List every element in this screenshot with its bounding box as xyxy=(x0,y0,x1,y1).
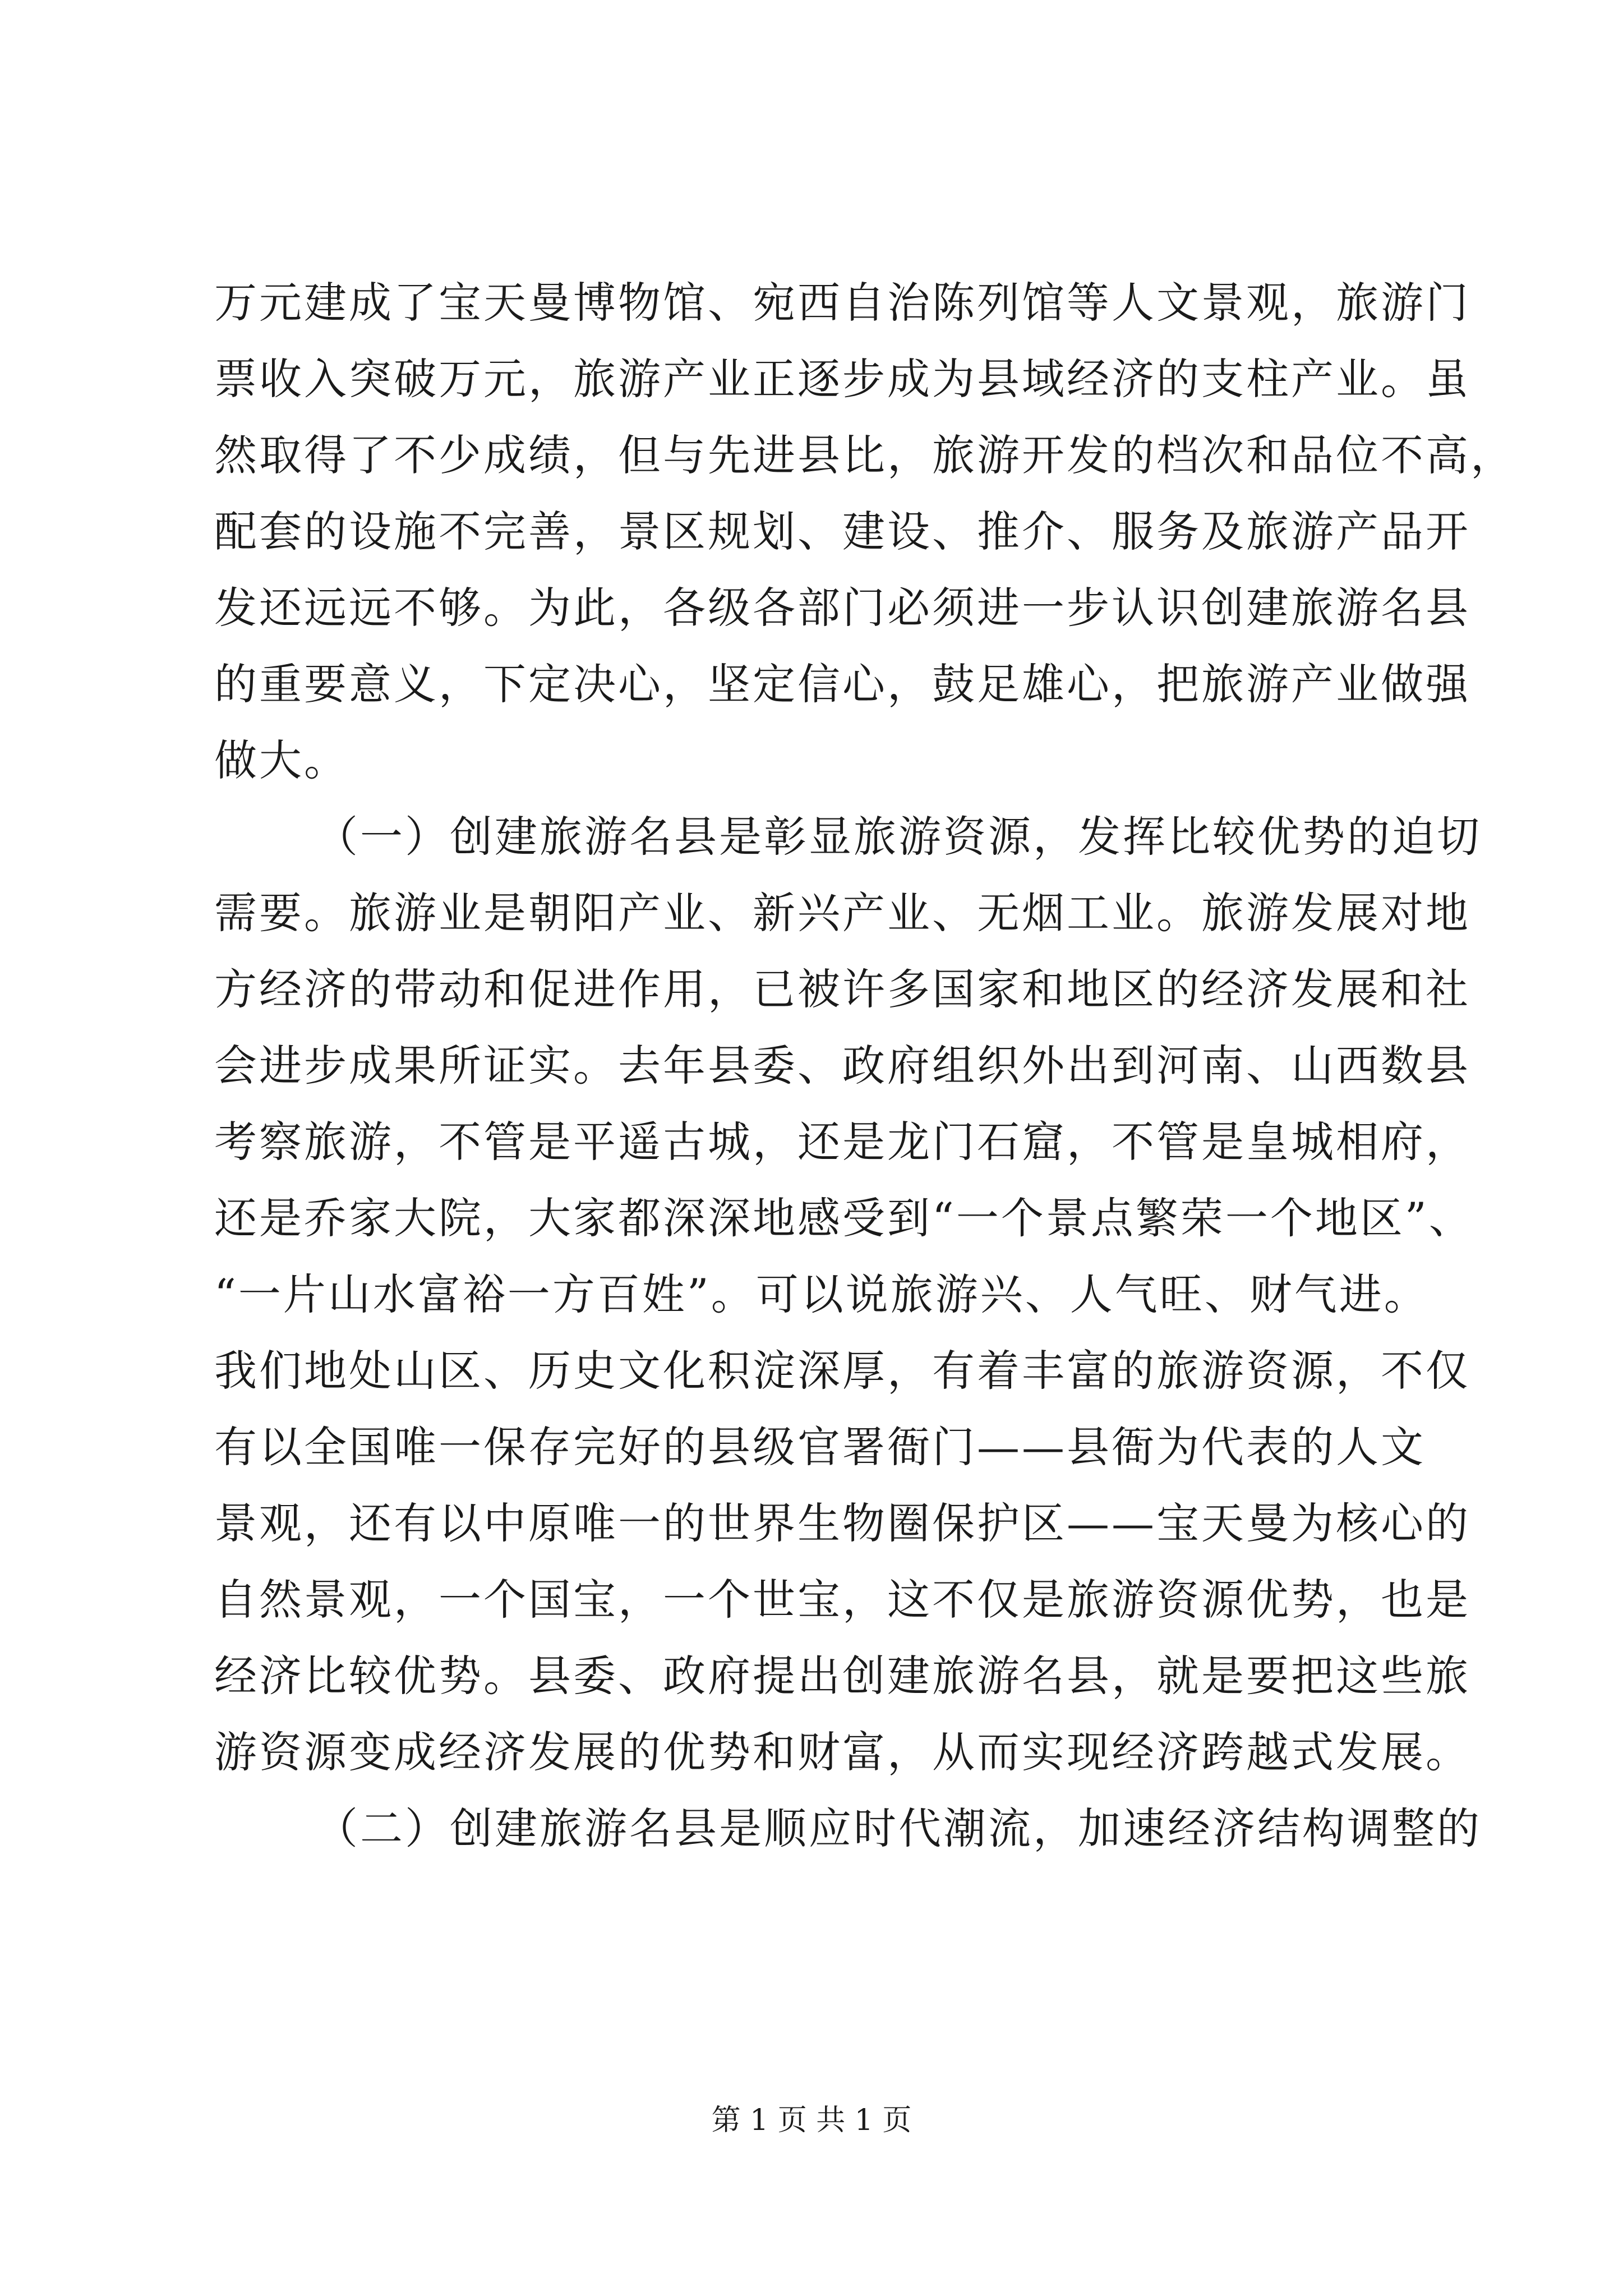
text-line: 做大。 xyxy=(214,735,349,785)
text-line: 会进步成果所证实。去年县委、政府组织外出到河南、山西数县 xyxy=(214,1041,1470,1091)
text-line: 考察旅游，不管是平遥古城，还是龙门石窟，不管是皇城相府， xyxy=(214,1117,1470,1167)
text-line: 万元建成了宝天曼博物馆、宛西自治陈列馆等人文景观，旅游门 xyxy=(214,278,1470,328)
text-line: 我们地处山区、历史文化积淀深厚，有着丰富的旅游资源，不仅 xyxy=(214,1346,1470,1396)
text-line: 经济比较优势。县委、政府提出创建旅游名县，就是要把这些旅 xyxy=(214,1651,1470,1701)
text-line: 方经济的带动和促进作用，已被许多国家和地区的经济发展和社 xyxy=(214,964,1470,1014)
text-line: 游资源变成经济发展的优势和财富，从而实现经济跨越式发展。 xyxy=(214,1727,1470,1777)
paragraph-heading-1: （一）创建旅游名县是彰显旅游资源，发挥比较优势的迫切 xyxy=(315,812,1482,862)
text-line: 有以全国唯一保存完好的县级官署衙门——县衙为代表的人文 xyxy=(214,1422,1426,1472)
text-line: 票收入突破万元，旅游产业正逐步成为县域经济的支柱产业。虽 xyxy=(214,354,1470,404)
text-line: “一片山水富裕一方百姓”。可以说旅游兴、人气旺、财气进。 xyxy=(214,1269,1429,1319)
text-line: 还是乔家大院，大家都深深地感受到“一个景点繁荣一个地区”、 xyxy=(214,1193,1474,1243)
text-line: 发还远远不够。为此，各级各部门必须进一步认识创建旅游名县 xyxy=(214,583,1470,633)
text-line: 景观，还有以中原唯一的世界生物圈保护区——宝天曼为核心的 xyxy=(214,1498,1470,1548)
paragraph-heading-2: （二）创建旅游名县是顺应时代潮流，加速经济结构调整的 xyxy=(315,1803,1482,1853)
text-line: 配套的设施不完善，景区规划、建设、推介、服务及旅游产品开 xyxy=(214,507,1470,556)
text-line: 需要。旅游业是朝阳产业、新兴产业、无烟工业。旅游发展对地 xyxy=(214,888,1470,938)
page-number-footer: 第 1 页 共 1 页 xyxy=(711,2104,912,2137)
text-line: 的重要意义，下定决心，坚定信心，鼓足雄心，把旅游产业做强 xyxy=(214,659,1470,709)
text-line: 然取得了不少成绩，但与先进县比，旅游开发的档次和品位不高， xyxy=(214,430,1515,480)
text-line: 自然景观，一个国宝，一个世宝，这不仅是旅游资源优势，也是 xyxy=(214,1575,1470,1625)
